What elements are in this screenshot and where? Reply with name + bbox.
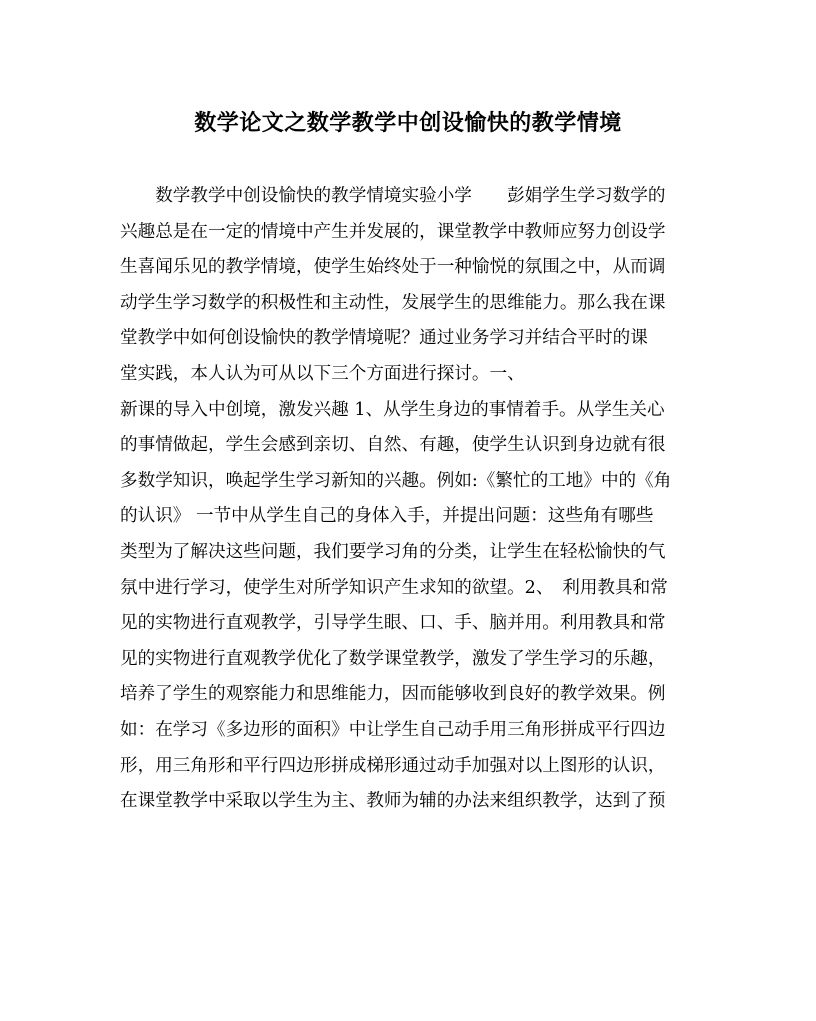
body-line: 生喜闻乐见的教学情境，使学生始终处于一种愉悦的氛围之中，从而调: [120, 257, 666, 278]
body-line: 数学教学中创设愉快的教学情境实验小学 彭娟学生学习数学的: [120, 186, 666, 206]
body-line: 新课的导入中创境，激发兴趣 1、从学生身边的事情着手。从学生关心: [120, 399, 665, 420]
body-line: 类型为了解决这些问题，我们要学习角的分类，让学生在轻松愉快的气: [120, 541, 666, 562]
document-title: 数学论文之数学教学中创设愉快的教学情境: [194, 110, 622, 136]
body-line: 堂教学中如何创设愉快的教学情境呢？通过业务学习并结合平时的课: [120, 328, 648, 349]
body-line: 动学生学习数学的积极性和主动性，发展学生的思维能力。那么我在课: [120, 292, 666, 313]
body-line: 见的实物进行直观教学优化了数学课堂教学，激发了学生学习的乐趣，: [120, 648, 666, 669]
body-line: 如：在学习《多边形的面积》中让学生自己动手用三角形拼成平行四边: [120, 719, 666, 740]
body-line: 形，用三角形和平行四边形拼成梯形通过动手加强对以上图形的认识，: [120, 755, 666, 776]
body-line: 多数学知识，唤起学生学习新知的兴趣。例如:《繁忙的工地》中的《角: [120, 470, 672, 491]
body-line: 兴趣总是在一定的情境中产生并发展的，课堂教学中教师应努力创设学: [120, 221, 666, 242]
body-line: 堂实践，本人认为可从以下三个方面进行探讨。一、: [120, 363, 525, 384]
body-line: 的事情做起，学生会感到亲切、自然、有趣，使学生认识到身边就有很: [120, 435, 666, 456]
body-line: 氛中进行学习，使学生对所学知识产生求知的欲望。2、 利用教具和常: [120, 577, 668, 598]
body-line: 的认识》 一节中从学生自己的身体入手，并提出问题：这些角有哪些: [120, 506, 654, 527]
document-body: [120, 179, 700, 820]
body-line: 见的实物进行直观教学，引导学生眼、口、手、脑并用。利用教具和常: [120, 613, 666, 634]
body-line: 在课堂教学中采取以学生为主、教师为辅的办法来组织教学，达到了预: [120, 791, 666, 812]
body-line: 培养了学生的观察能力和思维能力，因而能够收到良好的教学效果。例: [120, 684, 666, 705]
